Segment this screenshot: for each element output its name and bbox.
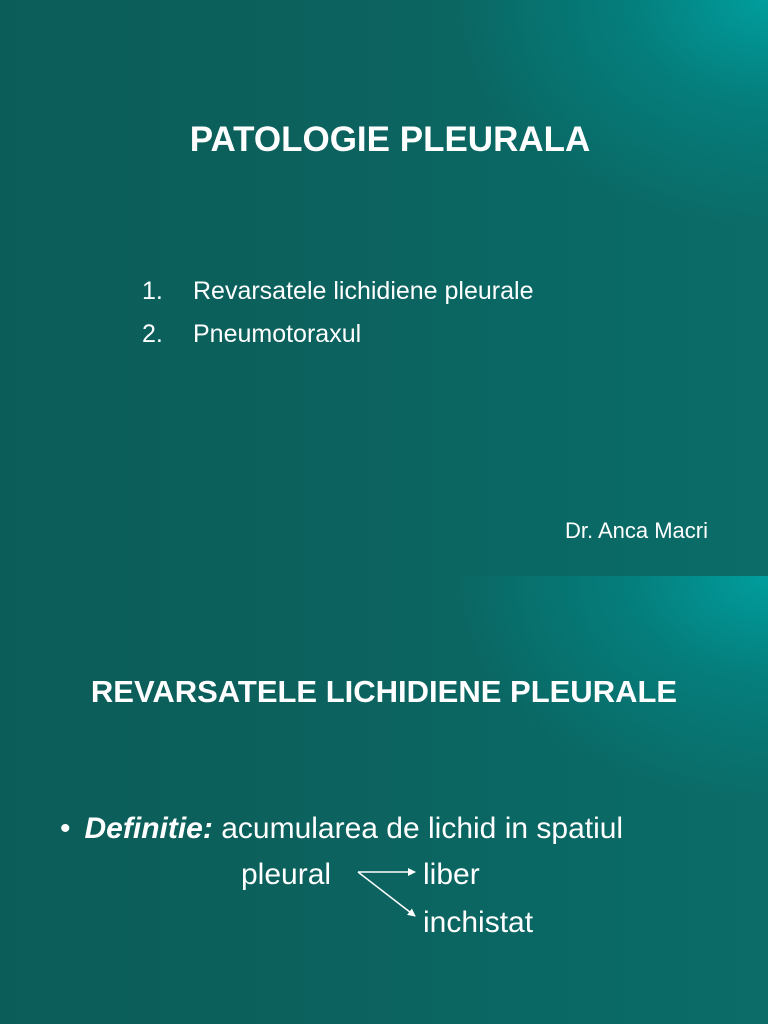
branch-liber: liber (423, 858, 480, 891)
numbered-list (142, 277, 533, 363)
list-item-text: Pneumotoraxul (193, 320, 362, 348)
list-item (142, 277, 533, 320)
branch-inchistat: inchistat (423, 906, 534, 939)
definition-term: Definitie: (84, 812, 213, 845)
definition-text: acumularea de lichid in spatiul (221, 812, 624, 845)
definition-continuation: pleural (241, 858, 332, 891)
arrow-to-inchistat (358, 872, 415, 916)
slide-2-title: REVARSATELE LICHIDIENE PLEURALE (90, 674, 678, 709)
slide-1-title: PATOLOGIE PLEURALA (189, 120, 591, 159)
bullet-marker: • (60, 812, 71, 845)
branch-arrows (0, 576, 768, 1024)
list-item (142, 320, 533, 363)
slide-2 (0, 576, 768, 1024)
list-item-text: Revarsatele lichidiene pleurale (193, 277, 534, 305)
list-item-number: 1. (142, 277, 163, 305)
list-item-number: 2. (142, 320, 163, 348)
author-name: Dr. Anca Macri (564, 518, 708, 543)
